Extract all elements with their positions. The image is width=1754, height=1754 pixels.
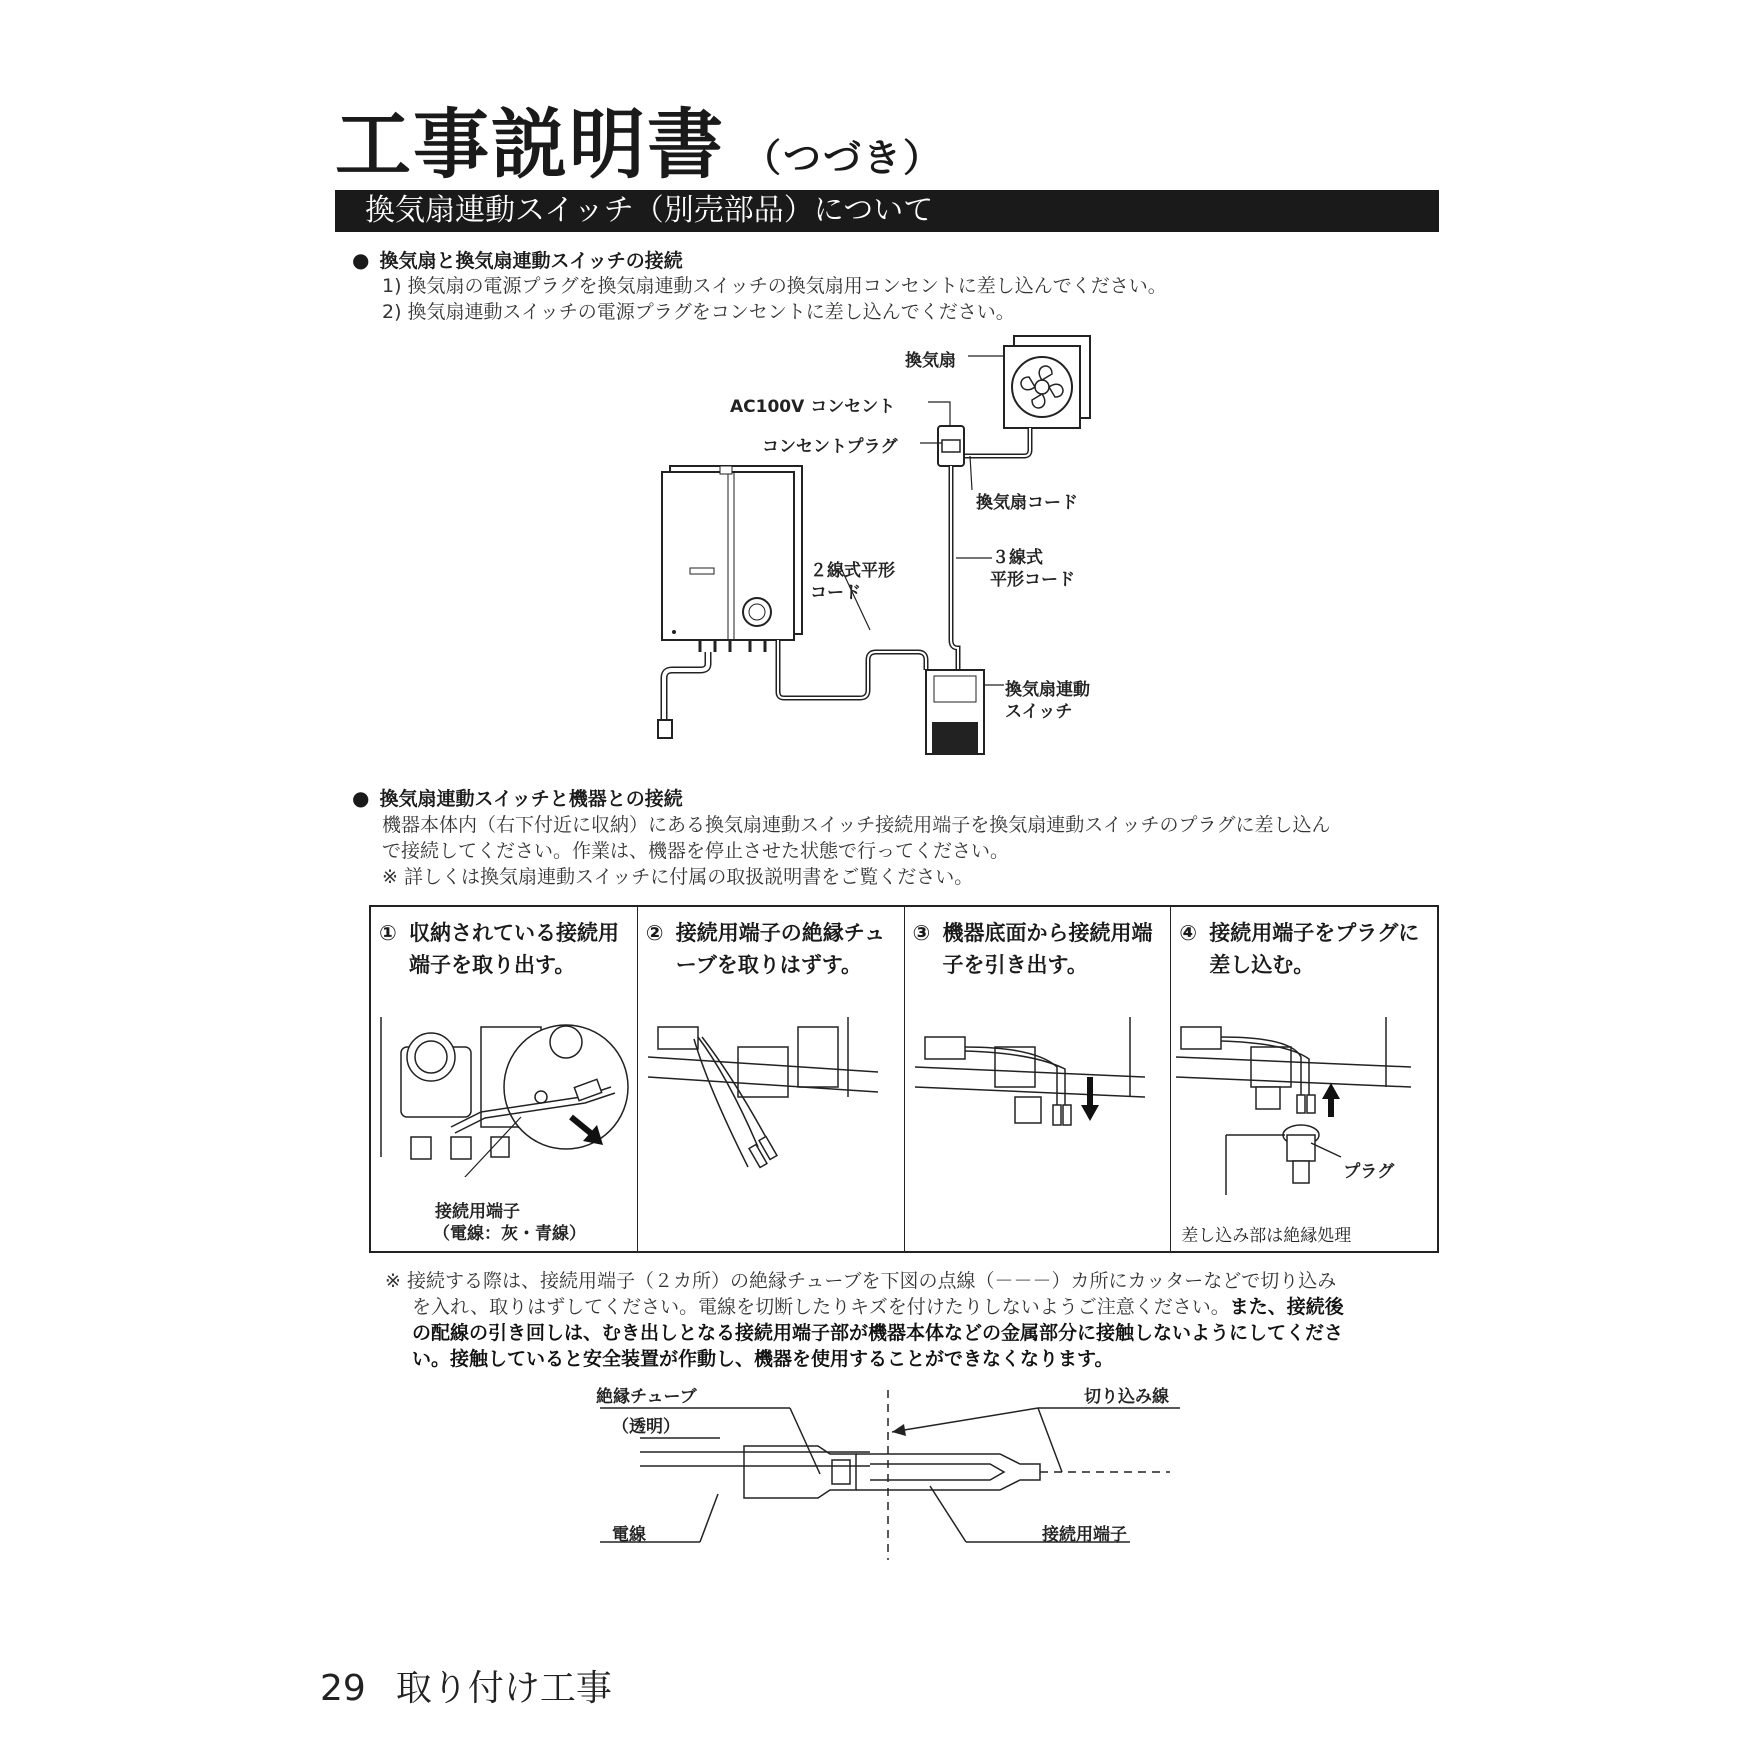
page-title — [335, 84, 943, 193]
step-4-illustration — [1171, 1017, 1421, 1217]
label-two-wire-1: ２線式平形 — [810, 561, 895, 581]
part2-heading: ● 換気扇連動スイッチと機器との接続 — [352, 784, 683, 811]
step-text: 接続用端子をプラグに差し込む。 — [1209, 921, 1420, 977]
step-3-illustration — [905, 1017, 1155, 1177]
label-switch-1: 換気扇連動 — [1005, 680, 1090, 700]
step-number: ③ — [912, 921, 931, 945]
label-three-wire-1: ３線式 — [992, 548, 1043, 568]
label-tube-clear: （透明） — [612, 1417, 680, 1437]
step-panel-2 — [638, 907, 905, 1251]
label-three-wire-2: 平形コード — [990, 570, 1075, 590]
label-plug: コンセントプラグ — [762, 437, 898, 457]
label-wire: 電線 — [612, 1525, 646, 1545]
note-line-2 — [412, 1294, 1344, 1320]
section-heading: 換気扇連動スイッチ（別売部品）について — [335, 190, 1439, 232]
part2-line-3: ※ 詳しくは換気扇連動スイッチに付属の取扱説明書をご覧ください。 — [382, 866, 974, 888]
step-panel-4 — [1171, 907, 1437, 1251]
step-number: ① — [379, 921, 397, 945]
note-line-1: ※ 接続する際は、接続用端子（２カ所）の絶縁チューブを下図の点線（－－－）カ所にカッターなどで切り込み — [385, 1270, 1337, 1292]
note-line-2b: また、接続後 — [1229, 1296, 1344, 1318]
part2-line-1: 機器本体内（右下付近に収納）にある換気扇連動スイッチ接続用端子を換気扇連動スイッチのプラグに差し込ん — [382, 814, 1331, 836]
label-plug-step4: プラグ — [1343, 1162, 1395, 1182]
label-cut-line: 切り込み線 — [1084, 1387, 1169, 1407]
step-text: 機器底面から接続用端子を引き出す。 — [942, 921, 1153, 977]
step-panel-1 — [371, 907, 638, 1251]
chapter-name: 取り付け工事 — [395, 1668, 612, 1709]
title-main: 工事説明書 — [335, 100, 725, 189]
step-text: 接続用端子の絶縁チューブを取りはずす。 — [675, 921, 886, 977]
step-panel-3 — [905, 907, 1172, 1251]
step-number: ④ — [1179, 921, 1198, 945]
steps-panel-table — [369, 905, 1439, 1253]
label-insulation: 差し込み部は絶縁処理 — [1181, 1226, 1352, 1246]
step-1-illustration — [371, 1017, 671, 1177]
note-line-2a: を入れ、取りはずしてください。電線を切断したりキズを付けたりしないようご注意ください。 — [412, 1296, 1230, 1318]
part1-heading: ● 換気扇と換気扇連動スイッチの接続 — [352, 246, 683, 273]
label-switch-2: スイッチ — [1005, 702, 1073, 722]
label-fan-cord: 換気扇コード — [976, 493, 1078, 513]
fan-illustration — [1004, 336, 1090, 428]
note-line-3: の配線の引き回しは、むき出しとなる接続用端子部が機器本体などの金属部分に接触しないようにしてくださ — [412, 1322, 1344, 1344]
step-2-illustration — [638, 1017, 888, 1177]
label-fan: 換気扇 — [905, 351, 956, 371]
fan-switch-illustration — [926, 670, 984, 754]
label-tube: 絶縁チューブ — [596, 1387, 697, 1407]
part2-line-2: で接続してください。作業は、機器を停止させた状態で行ってください。 — [382, 840, 1010, 862]
label-terminal-2: 接続用端子 — [1042, 1525, 1127, 1545]
label-outlet: AC100V コンセント — [730, 397, 896, 417]
label-terminal: 接続用端子 — [435, 1202, 520, 1222]
page-footer — [320, 1660, 612, 1711]
page-number: 29 — [320, 1668, 366, 1709]
part1-step-2: 2) 換気扇連動スイッチの電源プラグをコンセントに差し込んでください。 — [382, 301, 1015, 323]
label-two-wire-2: コード — [810, 583, 861, 603]
step-text: 収納されている接続用端子を取り出す。 — [409, 921, 619, 977]
title-sub: （つづき） — [743, 136, 944, 180]
step-number: ② — [645, 921, 664, 945]
label-wire-colors: （電線：灰・青線） — [433, 1224, 586, 1244]
note-line-4: い。接触していると安全装置が作動し、機器を使用することができなくなります。 — [412, 1348, 1114, 1370]
part1-step-1: 1) 換気扇の電源プラグを換気扇連動スイッチの換気扇用コンセントに差し込んでください。 — [382, 275, 1167, 297]
